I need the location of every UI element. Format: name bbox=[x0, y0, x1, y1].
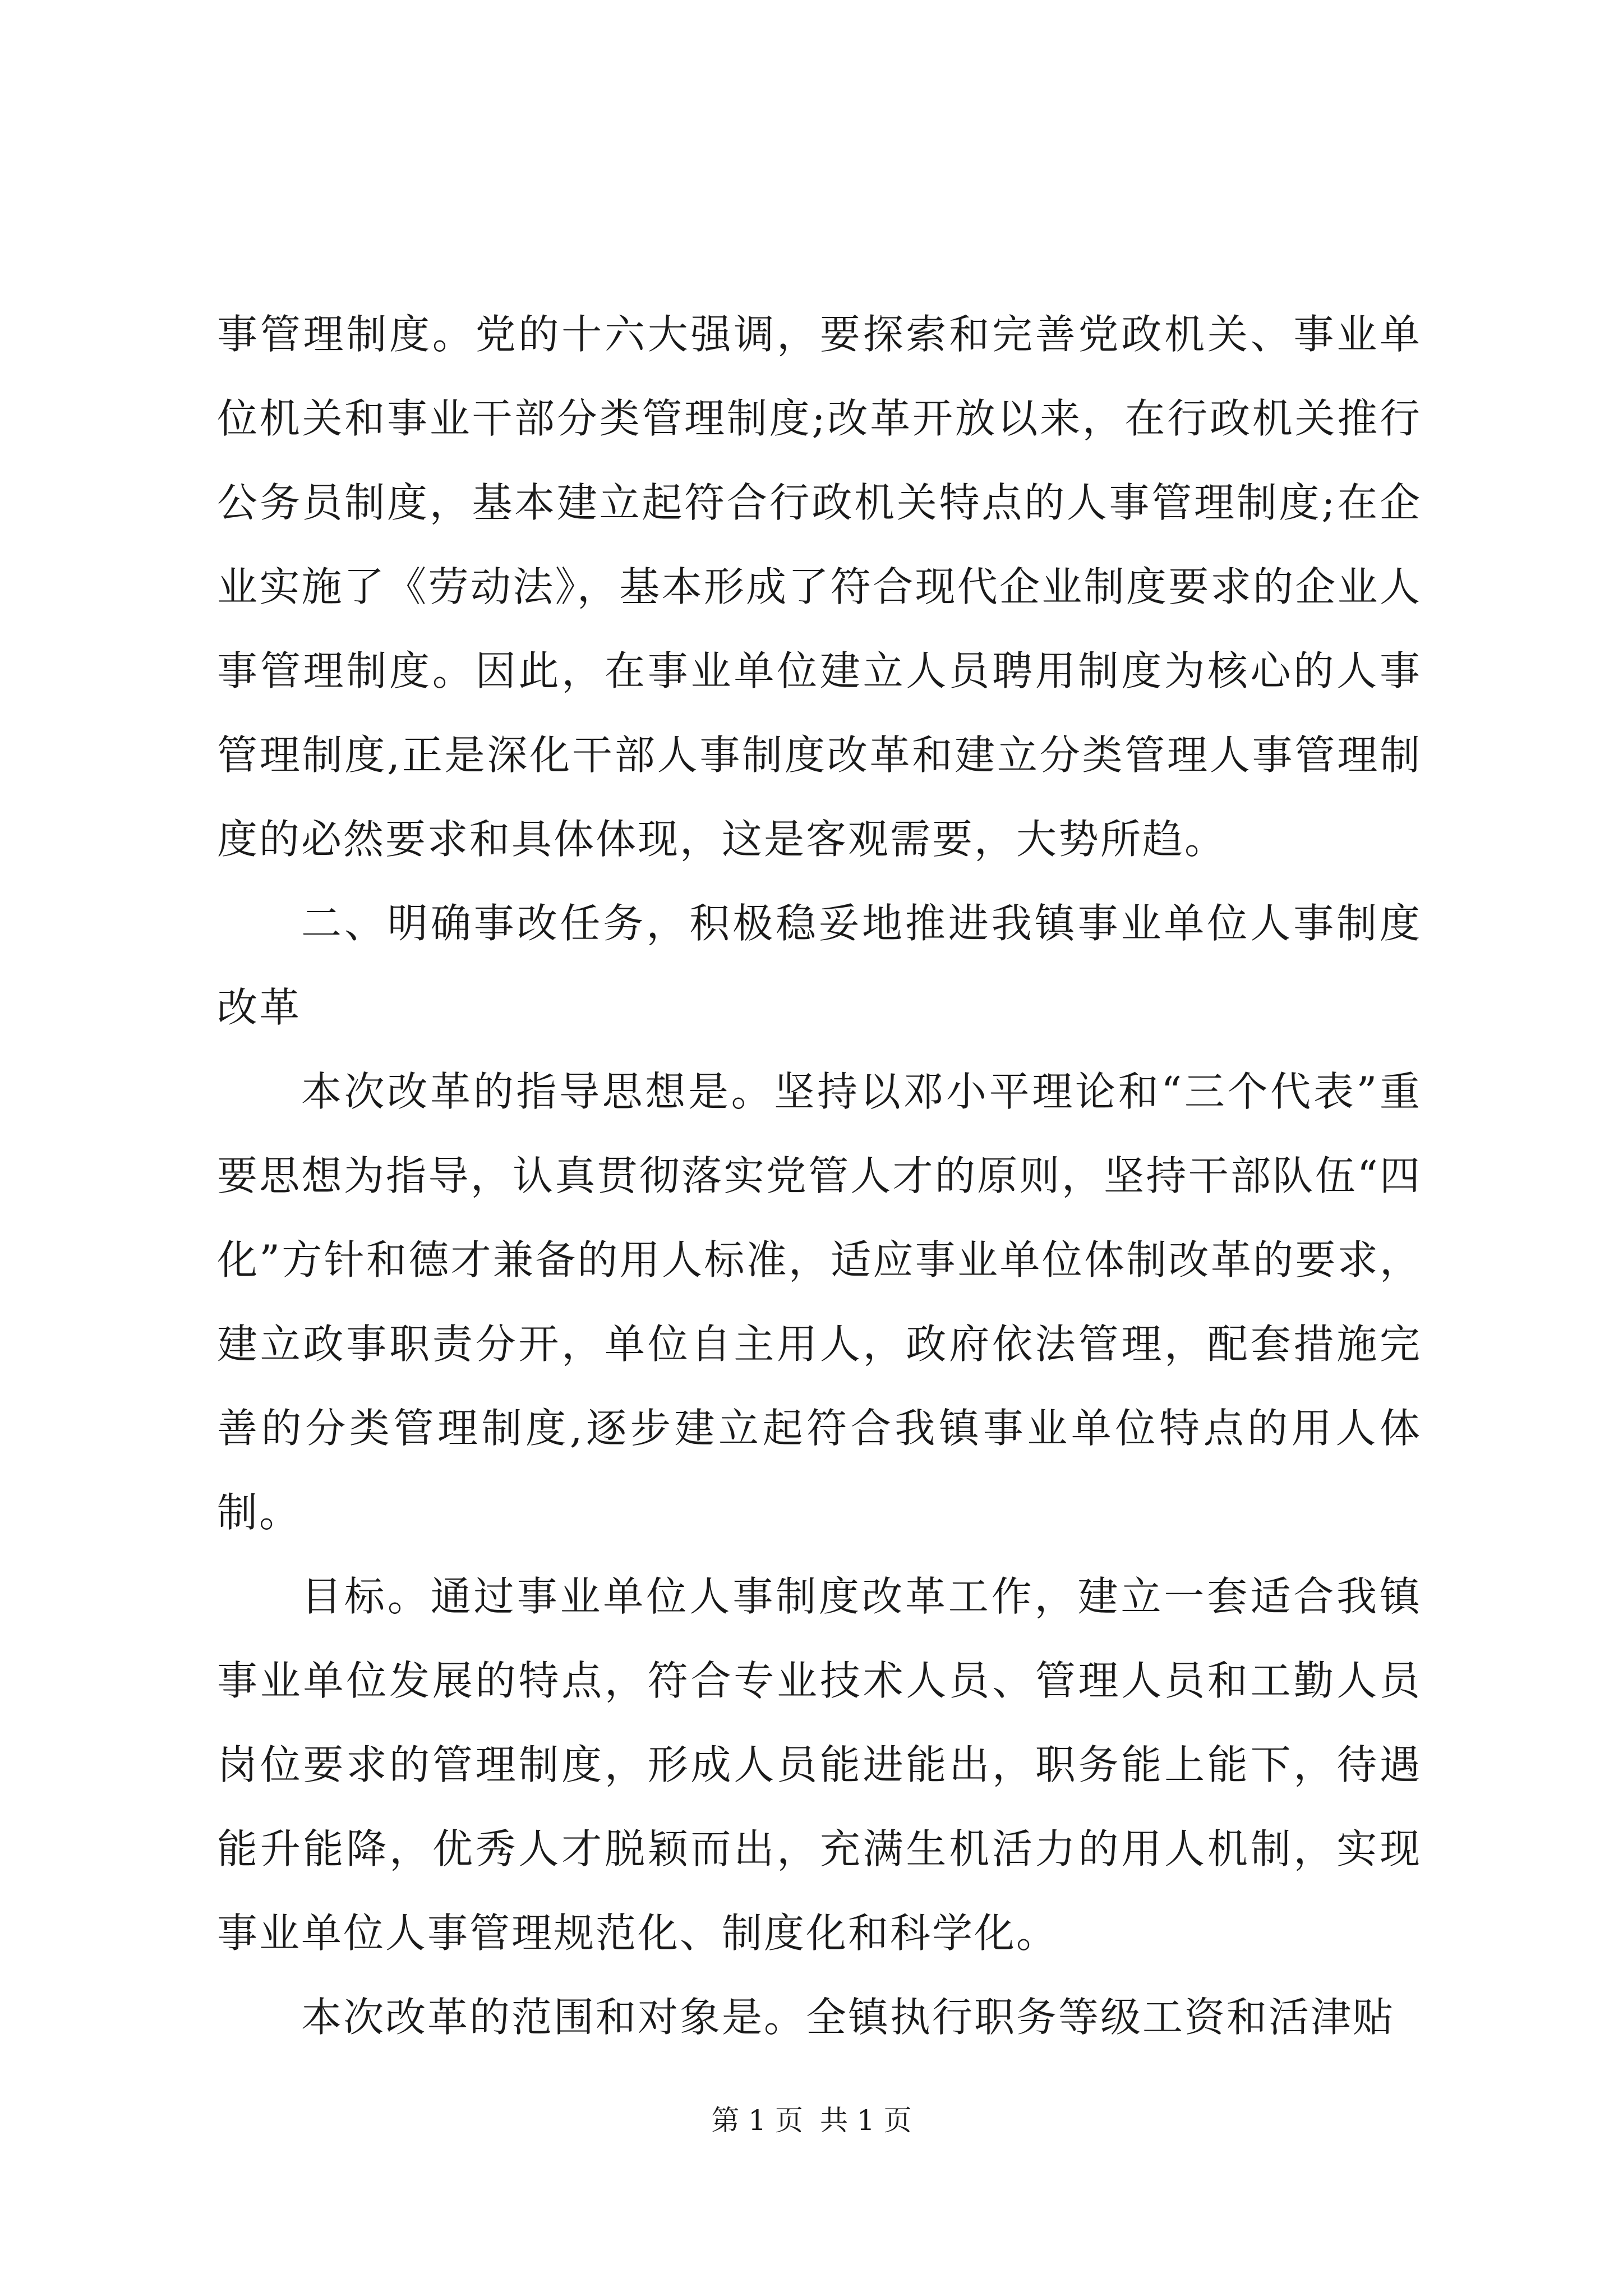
document-body bbox=[217, 292, 1422, 2059]
paragraph-2-section-heading: 二、明确事改任务，积极稳妥地推进我镇事业单位人事制度改革 bbox=[217, 900, 1422, 1031]
page-number: 第 1 页 bbox=[711, 2104, 803, 2137]
paragraph-4: 目标。通过事业单位人事制度改革工作，建立一套适合我镇事业单位发展的特点，符合专业技术人员、管理人员和工勤人员岗位要求的管理制度，形成人员能进能出，职务能上能下，待遇能升能降，优秀人才脱颖而出，充满生机活力的用人机制，实现事业单位人事管理规范化、制度化和科学化。 bbox=[217, 1573, 1422, 1957]
paragraph-3: 本次改革的指导思想是。坚持以邓小平理论和“三个代表”重要思想为指导，认真贯彻落实党管人才的原则，坚持干部队伍“四化”方针和德才兼备的用人标准，适应事业单位体制改革的要求，建立政事职责分开，单位自主用人，政府依法管理，配套措施完善的分类管理制度,逐步建立起符合我镇事业单位特点的用人体制。 bbox=[217, 1068, 1422, 1536]
paragraph-5: 本次改革的范围和对象是。全镇执行职务等级工资和活津贴 bbox=[301, 1994, 1395, 2041]
paragraph-1: 事管理制度。党的十六大强调，要探索和完善党政机关、事业单位机关和事业干部分类管理制度;改革开放以来，在行政机关推行公务员制度，基本建立起符合行政机关特点的人事管理制度;在企业实施了《劳动法》，基本形成了符合现代企业制度要求的企业人事管理制度。因此，在事业单位建立人员聘用制度为核心的人事管理制度,正是深化干部人事制度改革和建立分类管理人事管理制度的必然要求和具体体现，这是客观需要，大势所趋。 bbox=[217, 311, 1422, 863]
page-total: 共 1 页 bbox=[820, 2104, 912, 2137]
page-footer bbox=[0, 2101, 1623, 2140]
